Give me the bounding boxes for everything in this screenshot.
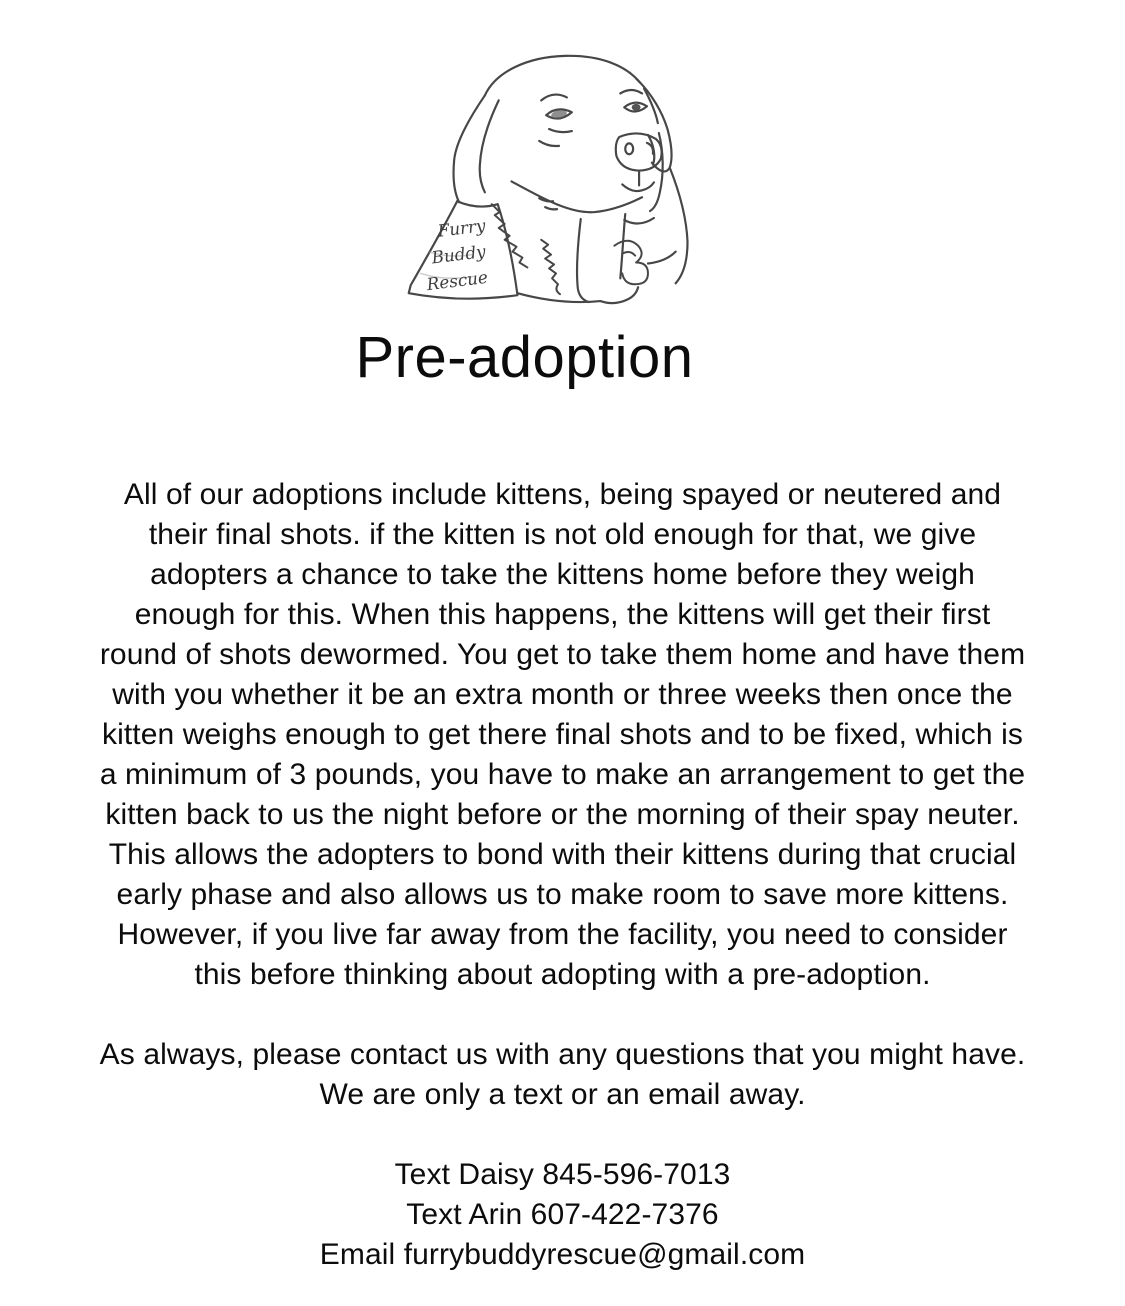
dog-chest-fur — [491, 204, 527, 267]
badge-text-line3: Rescue — [425, 266, 489, 295]
contact-email: Email furrybuddyrescue@gmail.com — [319, 1238, 806, 1271]
text-line: with you whether it be an extra month or three weeks then once the — [112, 678, 1013, 711]
dog-paw — [600, 287, 638, 303]
dog-cheek-line — [511, 181, 642, 212]
text-line: early phase and also allows us to make room to save more kittens. — [116, 878, 1009, 911]
text-line: kitten back to us the night before or the morning of their spay neuter. — [105, 798, 1020, 831]
text-line: this before thinking about adopting with a pre-adoption. — [194, 958, 931, 991]
dog-chest-tuft — [541, 240, 560, 294]
text-line: kitten weighs enough to get there final shots and to be fixed, which is — [101, 718, 1023, 751]
dog-tail-inner — [622, 252, 635, 256]
text-line: their final shots. if the kitten is not old enough for that, we give — [148, 518, 977, 551]
dog-body-right-edge — [669, 168, 687, 284]
text-line: All of our adoptions include kittens, being spayed or neutered and — [123, 478, 1002, 511]
contact-daisy-phone: Text Daisy 845-596-7013 — [394, 1158, 731, 1191]
dog-left-nostril — [625, 143, 633, 154]
dog-cheek-dash2 — [545, 207, 557, 209]
text-line: We are only a text or an email away. — [319, 1078, 806, 1111]
text-line: As always, please contact us with any questions that you might have. — [99, 1038, 1026, 1071]
dog-right-brow — [620, 90, 642, 93]
text-line: a minimum of 3 pounds, you have to make an arrangement to get the — [99, 758, 1026, 791]
text-line: enough for this. When this happens, the kittens will get their first — [134, 598, 991, 631]
dog-tail-to-body — [647, 252, 675, 264]
text-line: This allows the adopters to bond with their kittens during that crucial — [108, 838, 1017, 871]
dog-right-iris — [631, 104, 640, 111]
dog-left-ear-inner — [479, 100, 498, 192]
dog-head-outline — [484, 56, 639, 96]
dog-front-leg-left — [576, 219, 588, 302]
dog-face-mark — [549, 129, 572, 132]
intro-paragraph — [15, 475, 1111, 995]
dog-left-ear-icon — [453, 95, 484, 202]
text-line: However, if you live far away from the facility, you need to consider — [117, 918, 1008, 951]
contact-arin-phone: Text Arin 607-422-7376 — [406, 1198, 719, 1231]
page-title: Pre-adoption — [355, 325, 694, 390]
dog-face-mark2 — [539, 141, 559, 146]
text-line: round of shots dewormed. You get to take them home and have them — [99, 638, 1026, 671]
dog-front-leg-right — [620, 214, 625, 278]
contact-note-paragraph — [15, 1035, 1111, 1115]
badge-text-line1: Furry — [435, 215, 487, 241]
badge-text-line2: Buddy — [429, 241, 487, 268]
dog-sketch-illustration — [399, 46, 719, 308]
dog-lower-lip — [624, 218, 654, 223]
dog-left-brow — [541, 95, 567, 101]
text-line: adopters a chance to take the kittens home before they weigh — [150, 558, 975, 591]
rescue-logo — [399, 46, 719, 308]
contact-info — [0, 1155, 1125, 1275]
